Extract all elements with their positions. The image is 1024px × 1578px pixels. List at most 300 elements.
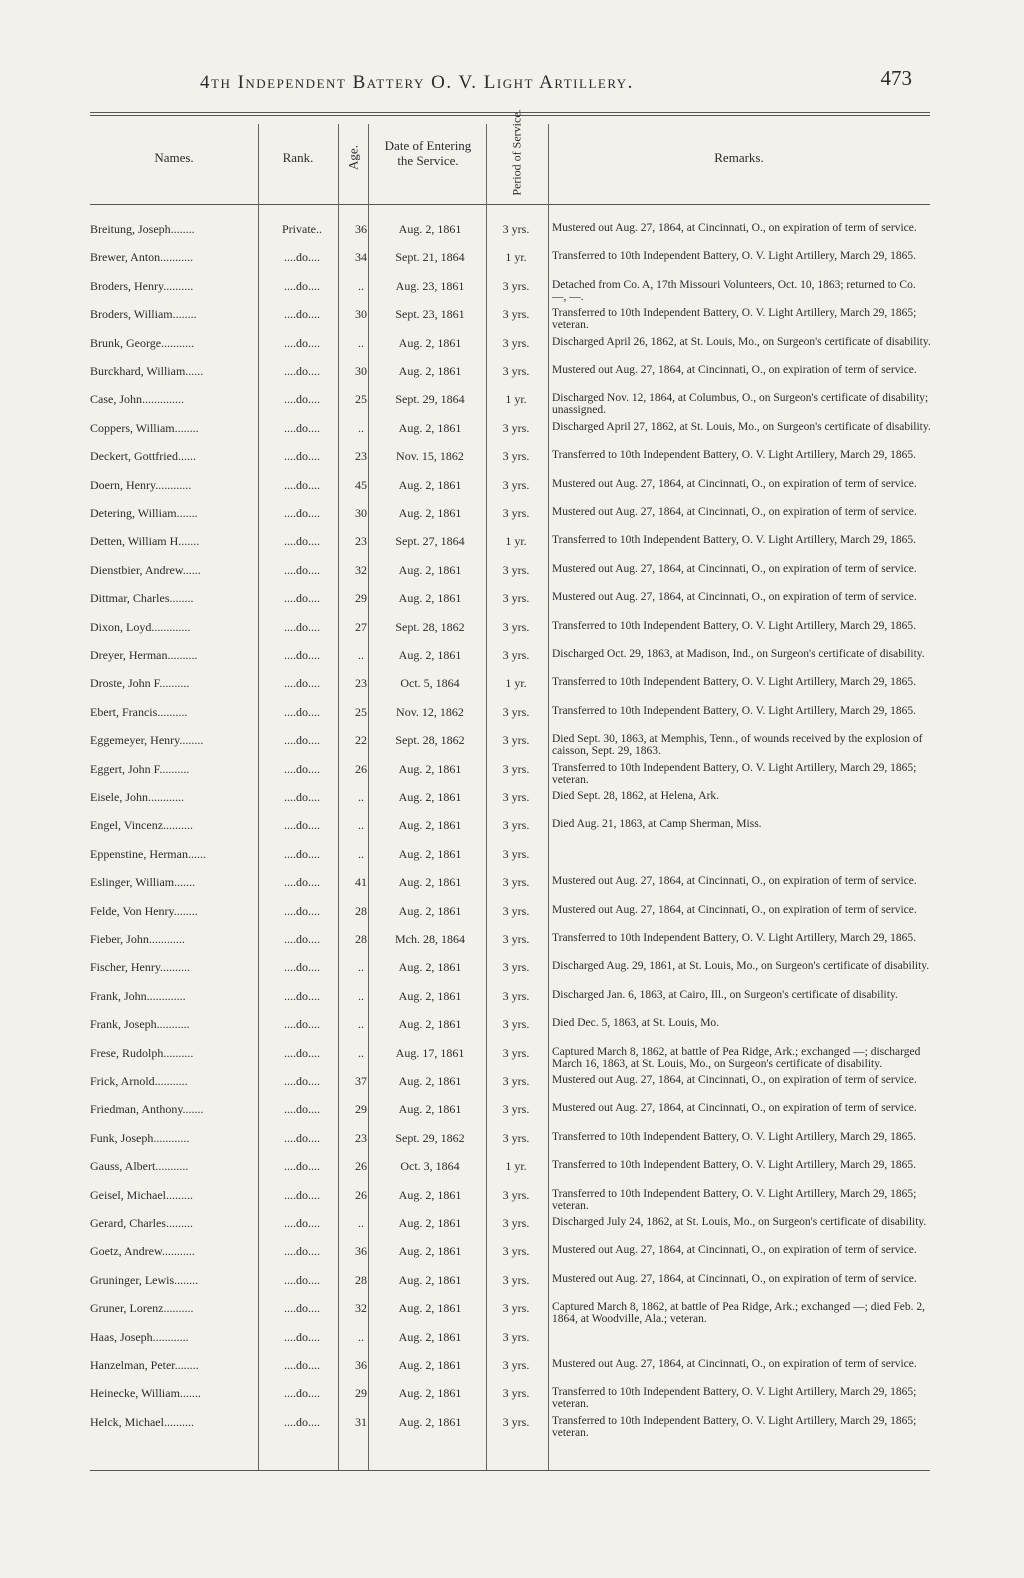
- soldier-age: ..: [358, 335, 364, 350]
- table-row: [90, 1188, 930, 1218]
- soldier-name: Droste, John F..........: [90, 676, 190, 691]
- table-row: [90, 1046, 930, 1076]
- remarks-text: Discharged April 26, 1862, at St. Louis, Mo., on Surgeon's certificate of disability.: [552, 335, 931, 348]
- soldier-name: Eggert, John F..........: [90, 761, 190, 776]
- service-period: 3 yrs.: [502, 506, 530, 520]
- remarks-text: Transferred to 10th Independent Battery, O. V. Light Artillery, March 29, 1865.: [552, 676, 916, 689]
- enlistment-date: Oct. 5, 1864: [400, 676, 460, 691]
- table-row: [90, 449, 930, 479]
- column-header-names: Names.: [154, 150, 194, 165]
- service-period: 3 yrs.: [502, 1017, 530, 1032]
- service-period: 3 yrs.: [502, 477, 530, 492]
- enlistment-date: Aug. 2, 1861: [398, 591, 462, 606]
- service-period: 3 yrs.: [502, 704, 530, 719]
- page-header: [140, 62, 920, 102]
- service-period: 3 yrs.: [502, 1414, 530, 1429]
- soldier-rank: ....do....: [284, 1130, 320, 1145]
- soldier-rank: ....do....: [284, 676, 320, 691]
- soldier-name: Dienstbier, Andrew......: [90, 562, 201, 577]
- table-row: [90, 1102, 930, 1132]
- soldier-name: Frank, Joseph...........: [90, 1017, 190, 1032]
- table-row: [90, 1386, 930, 1416]
- soldier-rank: ....do....: [284, 733, 320, 748]
- soldier-name: Friedman, Anthony.......: [90, 1102, 204, 1117]
- remarks-text: Mustered out Aug. 27, 1864, at Cincinnati, O., on expiration of term of service.: [552, 562, 917, 575]
- remarks-text: Transferred to 10th Independent Battery, O. V. Light Artillery, March 29, 1865; veteran.: [552, 1414, 917, 1439]
- soldier-name: Brewer, Anton...........: [90, 250, 194, 265]
- enlistment-date: Aug. 2, 1861: [398, 335, 462, 350]
- soldier-name: Gauss, Albert...........: [90, 1159, 189, 1174]
- soldier-name: Engel, Vincenz..........: [90, 818, 194, 833]
- enlistment-date: Aug. 2, 1861: [398, 761, 462, 776]
- enlistment-date: Sept. 29, 1862: [395, 1130, 465, 1145]
- column-header-period: Period of Service.: [509, 109, 524, 196]
- service-period: 3 yrs.: [502, 335, 530, 350]
- table-row: [90, 818, 930, 848]
- remarks-text: Transferred to 10th Independent Battery, O. V. Light Artillery, March 29, 1865; veteran.: [552, 307, 917, 332]
- enlistment-date: Aug. 2, 1861: [398, 1329, 462, 1344]
- table-row: [90, 1358, 930, 1388]
- table-row: [90, 336, 930, 366]
- soldier-rank: ....do....: [284, 1074, 320, 1088]
- remarks-text: Discharged Nov. 12, 1864, at Columbus, O., on Surgeon's certificate of disability; unassigned.: [552, 392, 929, 417]
- enlistment-date: Aug. 2, 1861: [398, 1358, 462, 1372]
- enlistment-date: Aug. 2, 1861: [398, 875, 462, 890]
- soldier-rank: ....do....: [284, 420, 320, 435]
- soldier-age: 36: [355, 1358, 367, 1372]
- soldier-rank: ....do....: [284, 506, 320, 520]
- soldier-rank: ....do....: [284, 818, 320, 833]
- soldier-rank: ....do....: [284, 250, 320, 265]
- remarks-text: Died Sept. 28, 1862, at Helena, Ark.: [552, 790, 720, 802]
- soldier-rank: Private..: [282, 222, 322, 236]
- service-period: 3 yrs.: [502, 1386, 530, 1401]
- soldier-rank: ....do....: [284, 1386, 320, 1401]
- soldier-rank: ....do....: [284, 1358, 320, 1372]
- soldier-name: Dittmar, Charles........: [90, 591, 194, 606]
- enlistment-date: Sept. 28, 1862: [395, 619, 465, 634]
- soldier-age: 29: [355, 1386, 367, 1401]
- remarks-text: Discharged Jan. 6, 1863, at Cairo, Ill., on Surgeon's certificate of disability.: [552, 988, 898, 1001]
- soldier-age: 31: [355, 1414, 367, 1429]
- service-period: 3 yrs.: [502, 648, 530, 662]
- table-row: [90, 676, 930, 706]
- remarks-text: Mustered out Aug. 27, 1864, at Cincinnati, O., on expiration of term of service.: [552, 1272, 917, 1285]
- service-period: 3 yrs.: [502, 790, 530, 804]
- soldier-age: 27: [355, 619, 367, 634]
- soldier-rank: ....do....: [284, 790, 320, 804]
- service-period: 3 yrs.: [502, 818, 530, 833]
- column-header-remarks: Remarks.: [714, 150, 764, 165]
- soldier-name: Gerard, Charles.........: [90, 1216, 193, 1230]
- enlistment-date: Aug. 2, 1861: [398, 790, 462, 804]
- soldier-age: 23: [355, 449, 367, 464]
- service-period: 3 yrs.: [502, 619, 530, 634]
- remarks-text: Transferred to 10th Independent Battery, O. V. Light Artillery, March 29, 1865.: [552, 619, 916, 632]
- table-row: [90, 1301, 930, 1331]
- table-row: [90, 960, 930, 990]
- soldier-name: Funk, Joseph............: [90, 1130, 190, 1145]
- remarks-text: Transferred to 10th Independent Battery, O. V. Light Artillery, March 29, 1865.: [552, 449, 916, 462]
- table-row: [90, 904, 930, 934]
- service-period: 1 yr.: [505, 534, 527, 549]
- soldier-name: Eppenstine, Herman......: [90, 846, 206, 861]
- soldier-name: Geisel, Michael.........: [90, 1187, 193, 1202]
- remarks-text: Discharged July 24, 1862, at St. Louis, Mo., on Surgeon's certificate of disability.: [552, 1216, 927, 1228]
- soldier-age: 26: [355, 1187, 367, 1202]
- remarks-text: Mustered out Aug. 27, 1864, at Cincinnati, O., on expiration of term of service.: [552, 903, 917, 916]
- table-row: [90, 1159, 930, 1189]
- soldier-rank: ....do....: [284, 619, 320, 634]
- remarks-text: Mustered out Aug. 27, 1864, at Cincinnati, O., on expiration of term of service.: [552, 875, 917, 888]
- table-row: [90, 875, 930, 905]
- soldier-rank: ....do....: [284, 761, 320, 776]
- remarks-text: Mustered out Aug. 27, 1864, at Cincinnati, O., on expiration of term of service.: [552, 477, 917, 490]
- remarks-text: Mustered out Aug. 27, 1864, at Cincinnati, O., on expiration of term of service.: [552, 591, 917, 604]
- enlistment-date: Aug. 2, 1861: [398, 506, 462, 520]
- remarks-text: Died Sept. 30, 1863, at Memphis, Tenn., of wounds received by the explosion of caisson, Sept. 29, 1863.: [552, 733, 923, 758]
- soldier-name: Coppers, William........: [90, 420, 199, 435]
- soldier-rank: ....do....: [284, 1187, 320, 1202]
- soldier-rank: ....do....: [284, 846, 320, 861]
- service-period: 3 yrs.: [502, 1244, 530, 1259]
- service-period: 3 yrs.: [502, 846, 530, 861]
- enlistment-date: Oct. 3, 1864: [400, 1159, 460, 1174]
- service-period: 3 yrs.: [502, 591, 530, 606]
- remarks-text: Transferred to 10th Independent Battery, O. V. Light Artillery, March 29, 1865.: [552, 250, 916, 263]
- remarks-text: Transferred to 10th Independent Battery, O. V. Light Artillery, March 29, 1865.: [552, 534, 916, 547]
- service-period: 1 yr.: [505, 1159, 527, 1174]
- enlistment-date: Aug. 2, 1861: [398, 364, 462, 378]
- soldier-rank: ....do....: [284, 875, 320, 890]
- service-period: 3 yrs.: [502, 1301, 530, 1316]
- enlistment-date: Aug. 2, 1861: [398, 222, 462, 236]
- remarks-text: Mustered out Aug. 27, 1864, at Cincinnati, O., on expiration of term of service.: [552, 1074, 917, 1086]
- remarks-text: Detached from Co. A, 17th Missouri Volunteers, Oct. 10, 1863; returned to Co. —, —.: [552, 278, 916, 303]
- remarks-text: Died Aug. 21, 1863, at Camp Sherman, Miss.: [552, 818, 762, 831]
- soldier-rank: ....do....: [284, 278, 320, 293]
- soldier-name: Helck, Michael..........: [90, 1414, 194, 1429]
- soldier-rank: ....do....: [284, 449, 320, 464]
- remarks-text: Discharged April 27, 1862, at St. Louis, Mo., on Surgeon's certificate of disability.: [552, 420, 931, 433]
- soldier-rank: ....do....: [284, 307, 320, 322]
- table-row: [90, 250, 930, 280]
- soldier-age: ..: [358, 988, 364, 1003]
- table-row: [90, 1017, 930, 1047]
- remarks-text: Transferred to 10th Independent Battery, O. V. Light Artillery, March 29, 1865; veteran.: [552, 1386, 917, 1411]
- soldier-name: Frick, Arnold...........: [90, 1074, 188, 1088]
- soldier-age: 23: [355, 1130, 367, 1145]
- table-row: [90, 1074, 930, 1104]
- table-row: [90, 733, 930, 763]
- service-period: 1 yr.: [505, 250, 527, 265]
- remarks-text: Transferred to 10th Independent Battery, O. V. Light Artillery, March 29, 1865.: [552, 1159, 916, 1172]
- soldier-name: Fieber, John............: [90, 932, 185, 946]
- table-row: [90, 1131, 930, 1161]
- service-period: 3 yrs.: [502, 420, 530, 435]
- table-row: [90, 790, 930, 820]
- table-row: [90, 1273, 930, 1303]
- remarks-text: Mustered out Aug. 27, 1864, at Cincinnati, O., on expiration of term of service.: [552, 1244, 917, 1257]
- service-period: 3 yrs.: [502, 1358, 530, 1372]
- enlistment-date: Aug. 2, 1861: [398, 1216, 462, 1230]
- service-period: 3 yrs.: [502, 1216, 530, 1230]
- remarks-text: Mustered out Aug. 27, 1864, at Cincinnati, O., on expiration of term of service.: [552, 1358, 917, 1370]
- remarks-text: Mustered out Aug. 27, 1864, at Cincinnati, O., on expiration of term of service.: [552, 222, 917, 234]
- table-row: [90, 620, 930, 650]
- enlistment-date: Aug. 2, 1861: [398, 1301, 462, 1316]
- table-row: [90, 648, 930, 678]
- table-row: [90, 1330, 930, 1360]
- soldier-name: Haas, Joseph............: [90, 1329, 189, 1344]
- enlistment-date: Aug. 2, 1861: [398, 903, 462, 918]
- table-row: [90, 506, 930, 536]
- soldier-rank: ....do....: [284, 1159, 320, 1174]
- soldier-age: ..: [358, 1216, 364, 1230]
- service-period: 3 yrs.: [502, 733, 530, 748]
- soldier-age: 30: [355, 506, 367, 520]
- service-period: 3 yrs.: [502, 1102, 530, 1117]
- soldier-name: Frese, Rudolph..........: [90, 1045, 194, 1060]
- soldier-rank: ....do....: [284, 648, 320, 662]
- soldier-rank: ....do....: [284, 1045, 320, 1060]
- soldier-age: 29: [355, 1102, 367, 1117]
- table-row: [90, 847, 930, 877]
- enlistment-date: Aug. 2, 1861: [398, 818, 462, 833]
- soldier-name: Deckert, Gottfried......: [90, 449, 196, 464]
- soldier-age: 41: [355, 875, 367, 890]
- soldier-name: Broders, Henry..........: [90, 278, 194, 293]
- service-period: 3 yrs.: [502, 903, 530, 918]
- service-period: 3 yrs.: [502, 562, 530, 577]
- table-row: [90, 1415, 930, 1445]
- soldier-rank: ....do....: [284, 1301, 320, 1316]
- soldier-age: ..: [358, 1329, 364, 1344]
- soldier-rank: ....do....: [284, 392, 320, 407]
- service-period: 3 yrs.: [502, 932, 530, 946]
- table-row: [90, 1216, 930, 1246]
- soldier-rank: ....do....: [284, 903, 320, 918]
- remarks-text: Transferred to 10th Independent Battery, O. V. Light Artillery, March 29, 1865; veteran.: [552, 761, 917, 786]
- service-period: 3 yrs.: [502, 1045, 530, 1060]
- table-row: [90, 705, 930, 735]
- service-period: 3 yrs.: [502, 761, 530, 776]
- table-row: [90, 478, 930, 508]
- soldier-age: ..: [358, 960, 364, 975]
- remarks-text: Mustered out Aug. 27, 1864, at Cincinnati, O., on expiration of term of service.: [552, 506, 917, 518]
- enlistment-date: Aug. 2, 1861: [398, 1102, 462, 1117]
- soldier-name: Doern, Henry............: [90, 477, 192, 492]
- remarks-text: Mustered out Aug. 27, 1864, at Cincinnati, O., on expiration of term of service.: [552, 1102, 917, 1115]
- soldier-name: Burckhard, William......: [90, 364, 204, 378]
- soldier-age: ..: [358, 818, 364, 833]
- soldier-age: 32: [355, 562, 367, 577]
- service-period: 1 yr.: [505, 392, 527, 407]
- soldier-age: 26: [355, 1159, 367, 1174]
- soldier-age: 28: [355, 903, 367, 918]
- table-row: [90, 364, 930, 394]
- remarks-text: Transferred to 10th Independent Battery, O. V. Light Artillery, March 29, 1865; veteran.: [552, 1187, 917, 1212]
- service-period: 3 yrs.: [502, 988, 530, 1003]
- soldier-age: ..: [358, 420, 364, 435]
- enlistment-date: Aug. 2, 1861: [398, 477, 462, 492]
- soldier-age: 29: [355, 591, 367, 606]
- table-row: [90, 307, 930, 337]
- column-header-age: Age.: [345, 145, 361, 170]
- soldier-age: ..: [358, 1045, 364, 1060]
- soldier-age: 36: [355, 1244, 367, 1259]
- enlistment-date: Sept. 21, 1864: [395, 250, 465, 265]
- remarks-text: Captured March 8, 1862, at battle of Pea Ridge, Ark.; exchanged —; died Feb. 2, 1864, at Woodville, Ala.; veteran.: [552, 1301, 926, 1326]
- soldier-name: Heinecke, William.......: [90, 1386, 201, 1401]
- soldier-age: 30: [355, 364, 367, 378]
- service-period: 3 yrs.: [502, 1187, 530, 1202]
- soldier-name: Detering, William.......: [90, 506, 198, 520]
- soldier-rank: ....do....: [284, 1329, 320, 1344]
- remarks-text: Transferred to 10th Independent Battery, O. V. Light Artillery, March 29, 1865.: [552, 1130, 916, 1143]
- soldier-age: 30: [355, 307, 367, 322]
- soldier-rank: ....do....: [284, 704, 320, 719]
- remarks-text: Discharged Oct. 29, 1863, at Madison, Ind., on Surgeon's certificate of disability.: [552, 648, 925, 660]
- soldier-rank: ....do....: [284, 1216, 320, 1230]
- service-period: 3 yrs.: [502, 449, 530, 464]
- soldier-name: Eslinger, William.......: [90, 875, 196, 890]
- remarks-text: Captured March 8, 1862, at battle of Pea Ridge, Ark.; exchanged —; discharged March 16, 1863, at St. Louis, Mo., on Surgeon's certificate of disability.: [552, 1045, 921, 1070]
- enlistment-date: Aug. 2, 1861: [398, 648, 462, 662]
- enlistment-date: Aug. 2, 1861: [398, 1074, 462, 1088]
- enlistment-date: Aug. 2, 1861: [398, 420, 462, 435]
- column-header-date: Date of Entering the Service.: [384, 138, 472, 168]
- enlistment-date: Aug. 2, 1861: [398, 1414, 462, 1429]
- bottom-rule: [90, 1470, 930, 1471]
- soldier-name: Felde, Von Henry........: [90, 903, 198, 918]
- soldier-rank: ....do....: [284, 960, 320, 975]
- table-row: [90, 932, 930, 962]
- soldier-name: Gruninger, Lewis........: [90, 1272, 199, 1287]
- table-row: [90, 222, 930, 252]
- remarks-text: Transferred to 10th Independent Battery, O. V. Light Artillery, March 29, 1865.: [552, 932, 916, 944]
- soldier-age: 23: [355, 676, 367, 691]
- soldier-age: ..: [358, 846, 364, 861]
- soldier-age: ..: [358, 648, 364, 662]
- soldier-name: Fischer, Henry..........: [90, 960, 191, 975]
- service-period: 3 yrs.: [502, 222, 530, 236]
- soldier-rank: ....do....: [284, 1017, 320, 1032]
- enlistment-date: Aug. 2, 1861: [398, 1386, 462, 1401]
- enlistment-date: Sept. 28, 1862: [395, 733, 465, 748]
- service-period: 3 yrs.: [502, 960, 530, 975]
- enlistment-date: Sept. 23, 1861: [395, 307, 465, 322]
- soldier-rank: ....do....: [284, 988, 320, 1003]
- enlistment-date: Aug. 17, 1861: [395, 1045, 465, 1060]
- enlistment-date: Aug. 23, 1861: [395, 278, 465, 293]
- service-period: 1 yr.: [505, 676, 527, 691]
- soldier-name: Breitung, Joseph........: [90, 222, 195, 236]
- soldier-rank: ....do....: [284, 1272, 320, 1287]
- table-row: [90, 762, 930, 792]
- soldier-name: Eggemeyer, Henry........: [90, 733, 204, 748]
- enlistment-date: Sept. 27, 1864: [395, 534, 465, 549]
- service-period: 3 yrs.: [502, 875, 530, 890]
- soldier-rank: ....do....: [284, 364, 320, 378]
- soldier-age: 22: [355, 733, 367, 748]
- column-header-rank: Rank.: [282, 150, 314, 165]
- enlistment-date: Aug. 2, 1861: [398, 1187, 462, 1202]
- enlistment-date: Aug. 2, 1861: [398, 1272, 462, 1287]
- soldier-rank: ....do....: [284, 1414, 320, 1429]
- soldier-name: Goetz, Andrew...........: [90, 1244, 195, 1259]
- soldier-name: Frank, John.............: [90, 988, 186, 1003]
- soldier-age: 25: [355, 704, 367, 719]
- soldier-name: Brunk, George...........: [90, 335, 195, 350]
- remarks-text: Mustered out Aug. 27, 1864, at Cincinnati, O., on expiration of term of service.: [552, 364, 917, 376]
- table-row: [90, 1244, 930, 1274]
- soldier-age: 37: [355, 1074, 367, 1088]
- table-row: [90, 534, 930, 564]
- soldier-age: ..: [358, 1017, 364, 1032]
- soldier-age: 25: [355, 392, 367, 407]
- enlistment-date: Aug. 2, 1861: [398, 988, 462, 1003]
- page-number: 473: [880, 66, 912, 90]
- soldier-name: Broders, William........: [90, 307, 197, 322]
- soldier-rank: ....do....: [284, 591, 320, 606]
- service-period: 3 yrs.: [502, 1272, 530, 1287]
- soldier-name: Detten, William H.......: [90, 534, 200, 549]
- remarks-text: Transferred to 10th Independent Battery, O. V. Light Artillery, March 29, 1865.: [552, 704, 916, 717]
- soldier-rank: ....do....: [284, 1102, 320, 1117]
- soldier-rank: ....do....: [284, 477, 320, 492]
- service-period: 3 yrs.: [502, 1074, 530, 1088]
- enlistment-date: Aug. 2, 1861: [398, 846, 462, 861]
- enlistment-date: Aug. 2, 1861: [398, 562, 462, 577]
- table-row: [90, 421, 930, 451]
- soldier-age: 23: [355, 534, 367, 549]
- service-period: 3 yrs.: [502, 278, 530, 293]
- remarks-text: Discharged Aug. 29, 1861, at St. Louis, Mo., on Surgeon's certificate of disability.: [552, 960, 930, 973]
- soldier-name: Dixon, Loyd.............: [90, 619, 191, 634]
- soldier-rank: ....do....: [284, 932, 320, 946]
- table-row: [90, 392, 930, 422]
- soldier-name: Eisele, John............: [90, 790, 184, 804]
- soldier-rank: ....do....: [284, 335, 320, 350]
- soldier-name: Case, John..............: [90, 392, 184, 407]
- soldier-age: 28: [355, 1272, 367, 1287]
- running-title: 4th Independent Battery O. V. Light Artillery.: [200, 72, 634, 93]
- soldier-age: 45: [355, 477, 367, 492]
- soldier-name: Dreyer, Herman..........: [90, 648, 198, 662]
- service-period: 3 yrs.: [502, 364, 530, 378]
- remarks-text: Died Dec. 5, 1863, at St. Louis, Mo.: [552, 1017, 720, 1030]
- enlistment-date: Sept. 29, 1864: [395, 392, 465, 407]
- enlistment-date: Aug. 2, 1861: [398, 1017, 462, 1032]
- soldier-age: 26: [355, 761, 367, 776]
- soldier-age: 36: [355, 222, 367, 236]
- soldier-age: 32: [355, 1301, 367, 1316]
- enlistment-date: Aug. 2, 1861: [398, 960, 462, 975]
- enlistment-date: Mch. 28, 1864: [395, 932, 465, 946]
- soldier-rank: ....do....: [284, 534, 320, 549]
- enlistment-date: Aug. 2, 1861: [398, 1244, 462, 1259]
- soldier-name: Hanzelman, Peter........: [90, 1358, 199, 1372]
- table-row: [90, 279, 930, 309]
- soldier-name: Ebert, Francis..........: [90, 704, 188, 719]
- soldier-age: ..: [358, 790, 364, 804]
- soldier-age: 28: [355, 932, 367, 946]
- soldier-age: ..: [358, 278, 364, 293]
- service-period: 3 yrs.: [502, 1130, 530, 1145]
- enlistment-date: Nov. 12, 1862: [396, 704, 464, 719]
- table-row: [90, 989, 930, 1019]
